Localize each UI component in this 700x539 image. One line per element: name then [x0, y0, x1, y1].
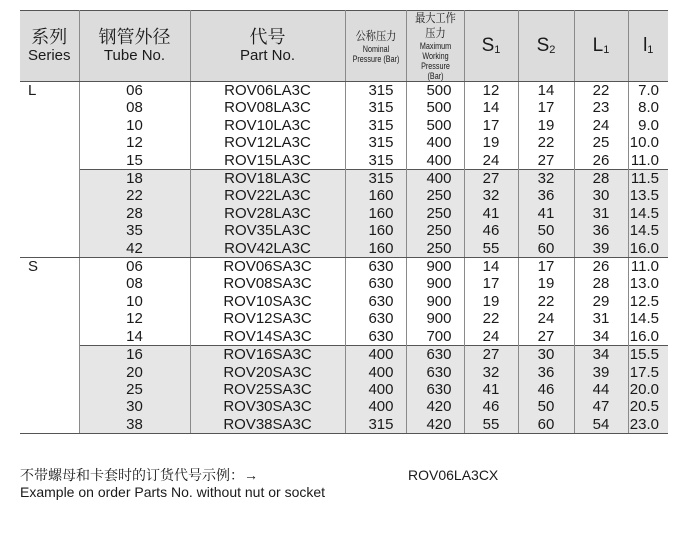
table-row [20, 152, 668, 170]
nominal-pressure-cell: 400 [345, 346, 406, 364]
l1-cell: 16.0 [628, 328, 668, 346]
header-part-en: Part No. [239, 47, 296, 64]
max-pressure-cell: 900 [406, 258, 464, 276]
header-series-cn: 系列 [31, 27, 68, 47]
header-s2-main: S [536, 35, 550, 56]
l1-cell: 15.5 [628, 346, 668, 364]
L1-cell: 39 [574, 364, 628, 381]
max-pressure-cell: 900 [406, 310, 464, 327]
table-row [20, 258, 668, 276]
order-example [20, 467, 680, 501]
table-row [20, 222, 668, 239]
nominal-pressure-cell: 400 [345, 381, 406, 398]
s1-cell: 55 [464, 416, 518, 434]
s2-cell: 27 [518, 328, 574, 346]
tube-cell: 10 [79, 117, 190, 134]
s1-cell: 24 [464, 152, 518, 170]
s2-cell: 14 [518, 82, 574, 100]
header-s2-sub: 2 [549, 44, 556, 56]
nominal-pressure-cell: 315 [345, 416, 406, 434]
table-row [20, 187, 668, 204]
s2-cell: 60 [518, 416, 574, 434]
s1-cell: 24 [464, 328, 518, 346]
tube-cell: 10 [79, 293, 190, 310]
l1-cell: 10.0 [628, 134, 668, 151]
s1-cell: 46 [464, 398, 518, 415]
s2-cell: 19 [518, 275, 574, 292]
l1-cell: 11.0 [628, 152, 668, 170]
nominal-pressure-cell: 400 [345, 364, 406, 381]
s2-cell: 50 [518, 398, 574, 415]
header-max-en: Maximum Working Pressure (Bar) [419, 41, 451, 81]
nominal-pressure-cell: 315 [345, 117, 406, 134]
max-pressure-cell: 900 [406, 293, 464, 310]
part-no-cell: ROV30SA3C [190, 398, 345, 415]
s2-cell: 27 [518, 152, 574, 170]
tube-cell: 42 [79, 240, 190, 258]
part-no-cell: ROV25SA3C [190, 381, 345, 398]
part-no-cell: ROV10SA3C [190, 293, 345, 310]
s1-cell: 12 [464, 82, 518, 100]
L1-cell: 29 [574, 293, 628, 310]
s2-cell: 41 [518, 205, 574, 222]
nominal-pressure-cell: 630 [345, 328, 406, 346]
header-part [190, 11, 345, 82]
table-row [20, 134, 668, 151]
max-pressure-cell: 400 [406, 134, 464, 151]
max-pressure-cell: 500 [406, 99, 464, 116]
L1-cell: 24 [574, 117, 628, 134]
order-example-label-en: Example on order Parts No. without nut or socket [20, 484, 326, 500]
max-pressure-cell: 630 [406, 381, 464, 398]
nominal-pressure-cell: 315 [345, 152, 406, 170]
nominal-pressure-cell: 160 [345, 187, 406, 204]
table-row [20, 170, 668, 188]
part-no-cell: ROV06LA3C [190, 82, 345, 100]
max-pressure-cell: 700 [406, 328, 464, 346]
s2-cell: 36 [518, 187, 574, 204]
header-l1b-main: l [643, 35, 648, 56]
s2-cell: 32 [518, 170, 574, 188]
nominal-pressure-cell: 160 [345, 222, 406, 239]
spec-table [20, 10, 668, 434]
header-tube [79, 11, 190, 82]
s1-cell: 19 [464, 293, 518, 310]
s1-cell: 27 [464, 346, 518, 364]
L1-cell: 31 [574, 205, 628, 222]
table-body [20, 82, 668, 434]
max-pressure-cell: 400 [406, 170, 464, 188]
table-row [20, 364, 668, 381]
table-row [20, 416, 668, 434]
l1-cell: 11.0 [628, 258, 668, 276]
s1-cell: 17 [464, 117, 518, 134]
header-l1-main: L [592, 35, 604, 56]
L1-cell: 26 [574, 152, 628, 170]
max-pressure-cell: 250 [406, 222, 464, 239]
tube-cell: 15 [79, 152, 190, 170]
tube-cell: 14 [79, 328, 190, 346]
tube-cell: 30 [79, 398, 190, 415]
table-row [20, 398, 668, 415]
l1-cell: 9.0 [628, 117, 668, 134]
header-tube-en: Tube No. [103, 47, 166, 64]
max-pressure-cell: 900 [406, 275, 464, 292]
tube-cell: 16 [79, 346, 190, 364]
header-s1 [464, 11, 518, 82]
order-example-code: ROV06LA3CX [408, 467, 499, 483]
s2-cell: 22 [518, 293, 574, 310]
max-pressure-cell: 420 [406, 398, 464, 415]
max-pressure-cell: 630 [406, 364, 464, 381]
max-pressure-cell: 400 [406, 152, 464, 170]
s2-cell: 24 [518, 310, 574, 327]
s2-cell: 50 [518, 222, 574, 239]
L1-cell: 34 [574, 346, 628, 364]
max-pressure-cell: 630 [406, 346, 464, 364]
table-row [20, 205, 668, 222]
part-no-cell: ROV08LA3C [190, 99, 345, 116]
s1-cell: 41 [464, 205, 518, 222]
L1-cell: 47 [574, 398, 628, 415]
part-no-cell: ROV18LA3C [190, 170, 345, 188]
header-s1-main: S [481, 35, 495, 56]
part-no-cell: ROV10LA3C [190, 117, 345, 134]
s2-cell: 30 [518, 346, 574, 364]
nominal-pressure-cell: 160 [345, 205, 406, 222]
header-nominal [345, 11, 406, 82]
max-pressure-cell: 500 [406, 117, 464, 134]
nominal-pressure-cell: 630 [345, 293, 406, 310]
header-row [20, 11, 668, 82]
l1-cell: 20.0 [628, 381, 668, 398]
order-example-label-cn: 不带螺母和卡套时的订货代号示例：→ [20, 467, 258, 483]
l1-cell: 14.5 [628, 222, 668, 239]
L1-cell: 23 [574, 99, 628, 116]
s1-cell: 32 [464, 187, 518, 204]
nominal-pressure-cell: 315 [345, 134, 406, 151]
header-s1-sub: 1 [494, 44, 501, 56]
tube-cell: 35 [79, 222, 190, 239]
tube-cell: 06 [79, 258, 190, 276]
nominal-pressure-cell: 160 [345, 240, 406, 258]
header-l1-sub: 1 [603, 44, 610, 56]
L1-cell: 34 [574, 328, 628, 346]
s1-cell: 14 [464, 99, 518, 116]
part-no-cell: ROV06SA3C [190, 258, 345, 276]
series-cell: L [20, 82, 79, 258]
s1-cell: 19 [464, 134, 518, 151]
header-part-cn: 代号 [249, 27, 286, 47]
header-s2 [518, 11, 574, 82]
s1-cell: 22 [464, 310, 518, 327]
tube-cell: 06 [79, 82, 190, 100]
l1-cell: 17.5 [628, 364, 668, 381]
header-l1 [574, 11, 628, 82]
part-no-cell: ROV12LA3C [190, 134, 345, 151]
l1-cell: 7.0 [628, 82, 668, 100]
tube-cell: 20 [79, 364, 190, 381]
L1-cell: 28 [574, 275, 628, 292]
part-no-cell: ROV22LA3C [190, 187, 345, 204]
nominal-pressure-cell: 315 [345, 99, 406, 116]
s1-cell: 14 [464, 258, 518, 276]
s1-cell: 27 [464, 170, 518, 188]
header-tube-cn: 钢管外径 [98, 27, 171, 47]
max-pressure-cell: 250 [406, 205, 464, 222]
part-no-cell: ROV42LA3C [190, 240, 345, 258]
L1-cell: 44 [574, 381, 628, 398]
l1-cell: 12.5 [628, 293, 668, 310]
part-no-cell: ROV38SA3C [190, 416, 345, 434]
L1-cell: 54 [574, 416, 628, 434]
table-row [20, 310, 668, 327]
l1-cell: 13.0 [628, 275, 668, 292]
l1-cell: 20.5 [628, 398, 668, 415]
part-no-cell: ROV12SA3C [190, 310, 345, 327]
s2-cell: 36 [518, 364, 574, 381]
L1-cell: 25 [574, 134, 628, 151]
table-row [20, 117, 668, 134]
part-no-cell: ROV28LA3C [190, 205, 345, 222]
l1-cell: 13.5 [628, 187, 668, 204]
nominal-pressure-cell: 630 [345, 275, 406, 292]
nominal-pressure-cell: 400 [345, 398, 406, 415]
table-row [20, 328, 668, 346]
s2-cell: 17 [518, 258, 574, 276]
tube-cell: 38 [79, 416, 190, 434]
max-pressure-cell: 420 [406, 416, 464, 434]
tube-cell: 18 [79, 170, 190, 188]
table-row [20, 346, 668, 364]
nominal-pressure-cell: 315 [345, 170, 406, 188]
tube-cell: 25 [79, 381, 190, 398]
tube-cell: 22 [79, 187, 190, 204]
l1-cell: 8.0 [628, 99, 668, 116]
header-series [20, 11, 79, 82]
l1-cell: 23.0 [628, 416, 668, 434]
L1-cell: 30 [574, 187, 628, 204]
l1-cell: 11.5 [628, 170, 668, 188]
tube-cell: 08 [79, 99, 190, 116]
L1-cell: 22 [574, 82, 628, 100]
l1-cell: 14.5 [628, 310, 668, 327]
table-row [20, 381, 668, 398]
tube-cell: 12 [79, 310, 190, 327]
tube-cell: 08 [79, 275, 190, 292]
nominal-pressure-cell: 630 [345, 258, 406, 276]
s2-cell: 60 [518, 240, 574, 258]
s1-cell: 17 [464, 275, 518, 292]
part-no-cell: ROV16SA3C [190, 346, 345, 364]
table-row [20, 293, 668, 310]
s2-cell: 17 [518, 99, 574, 116]
s1-cell: 46 [464, 222, 518, 239]
table-row [20, 275, 668, 292]
l1-cell: 16.0 [628, 240, 668, 258]
nominal-pressure-cell: 630 [345, 310, 406, 327]
tube-cell: 28 [79, 205, 190, 222]
s2-cell: 19 [518, 117, 574, 134]
s2-cell: 22 [518, 134, 574, 151]
header-l1b [628, 11, 668, 82]
part-no-cell: ROV20SA3C [190, 364, 345, 381]
series-cell: S [20, 258, 79, 434]
table-row [20, 82, 668, 100]
max-pressure-cell: 250 [406, 187, 464, 204]
L1-cell: 26 [574, 258, 628, 276]
table-row [20, 240, 668, 258]
s1-cell: 32 [464, 364, 518, 381]
L1-cell: 36 [574, 222, 628, 239]
s1-cell: 55 [464, 240, 518, 258]
max-pressure-cell: 500 [406, 82, 464, 100]
header-nominal-en: Nominal Pressure (Bar) [352, 43, 399, 64]
header-series-en: Series [27, 47, 71, 64]
l1-cell: 14.5 [628, 205, 668, 222]
part-no-cell: ROV15LA3C [190, 152, 345, 170]
table-row [20, 99, 668, 116]
nominal-pressure-cell: 315 [345, 82, 406, 100]
part-no-cell: ROV14SA3C [190, 328, 345, 346]
header-nominal-cn: 公称压力 [355, 28, 396, 43]
s2-cell: 46 [518, 381, 574, 398]
header-l1b-sub: 1 [647, 44, 654, 56]
part-no-cell: ROV35LA3C [190, 222, 345, 239]
header-max-cn: 最大工作压力 [414, 11, 456, 40]
L1-cell: 31 [574, 310, 628, 327]
part-no-cell: ROV08SA3C [190, 275, 345, 292]
L1-cell: 39 [574, 240, 628, 258]
max-pressure-cell: 250 [406, 240, 464, 258]
s1-cell: 41 [464, 381, 518, 398]
tube-cell: 12 [79, 134, 190, 151]
L1-cell: 28 [574, 170, 628, 188]
header-max [406, 11, 464, 82]
